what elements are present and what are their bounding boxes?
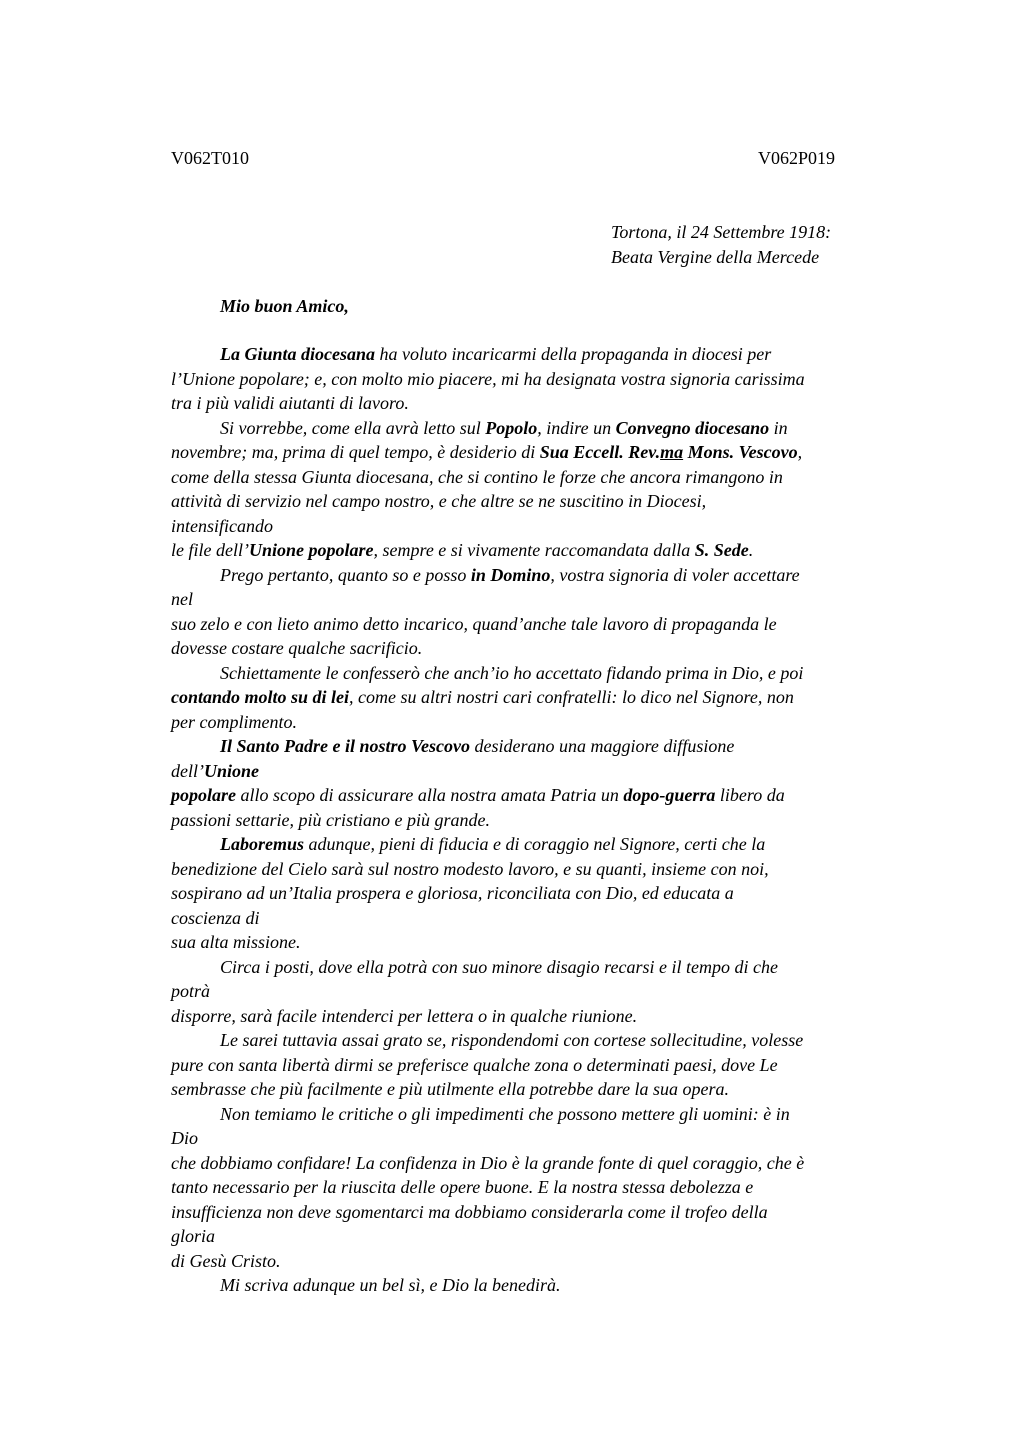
- document-code-right: V062P019: [758, 148, 836, 168]
- bold-text: in Domino: [470, 564, 551, 585]
- line-text: che dobbiamo confidare! La confidenza in Dio è la grande fonte di quel coraggio, che è: [171, 1152, 805, 1173]
- letter-line: [171, 1151, 911, 1176]
- bold-text: Convegno diocesano: [615, 417, 770, 438]
- bold-text: Unione: [204, 760, 260, 781]
- line-text: Schiettamente le confesserò che anch’io ho accettato fidando prima in Dio, e poi: [220, 662, 804, 683]
- letter-line: [171, 832, 911, 857]
- letter-line: [171, 636, 911, 661]
- line-text: Non temiamo le critiche o gli impedimenti che possono mettere gli uomini: è in: [220, 1103, 790, 1124]
- line-text: attività di servizio nel campo nostro, e che altre se ne suscitino in Diocesi,: [171, 491, 707, 511]
- underlined-text: ma: [660, 442, 684, 462]
- line-text: insufficienza non deve sgomentarci ma dobbiamo considerarla come il trofeo della: [171, 1201, 768, 1222]
- line-text: Prego pertanto, quanto so e posso: [220, 564, 471, 585]
- line-text: , come su altri nostri cari confratelli: lo dico nel Signore, non: [349, 687, 794, 707]
- line-text: , sempre e si vivamente raccomandata dalla: [373, 540, 695, 560]
- letter-line: [171, 930, 911, 955]
- date-block: [611, 220, 831, 269]
- letter-line: [171, 514, 911, 539]
- line-text: nel: [171, 589, 193, 609]
- letter-line: [171, 612, 911, 637]
- letter-line: [171, 489, 911, 514]
- letter-line: [171, 563, 911, 588]
- letter-line: [171, 661, 911, 686]
- letter-line: [171, 367, 911, 392]
- letter-line: [171, 881, 911, 906]
- line-text: per complimento.: [171, 711, 297, 732]
- line-text: sospirano ad un’Italia prospera e gloriosa, riconciliata con Dio, ed educata a: [171, 883, 734, 903]
- letter-line: [171, 1224, 911, 1249]
- letter-line: [171, 906, 911, 931]
- line-text: dell’: [171, 760, 204, 781]
- salutation: Mio buon Amico,: [220, 296, 349, 316]
- letter-line: [171, 1175, 911, 1200]
- line-text: come della stessa Giunta diocesana, che si contino le forze che ancora rimangono in: [171, 466, 783, 487]
- line-text: coscienza di: [171, 907, 260, 928]
- line-text: in: [769, 417, 788, 438]
- line-text: suo zelo e con lieto animo detto incarico, quand’anche tale lavoro di propaganda le: [171, 613, 777, 634]
- letter-line: [171, 587, 911, 612]
- letter-line: [171, 342, 911, 367]
- line-text: potrà: [171, 981, 211, 1001]
- line-text: pure con santa libertà dirmi se preferisce qualche zona o determinati paesi, dove Le: [171, 1054, 778, 1075]
- line-text: desiderano una maggiore diffusione: [470, 736, 735, 756]
- bold-text: S. Sede: [694, 540, 749, 560]
- letter-line: [171, 1053, 911, 1078]
- line-text: novembre; ma, prima di quel tempo, è desiderio di: [171, 442, 540, 462]
- letter-line: [171, 685, 911, 710]
- letter-line: [171, 416, 911, 441]
- bold-text: Il Santo Padre e il nostro Vescovo: [220, 736, 471, 756]
- letter-line: [171, 1126, 911, 1151]
- line-text: Dio: [171, 1128, 198, 1148]
- letter-line: [171, 783, 911, 808]
- line-text: .: [748, 540, 754, 560]
- line-text: l’Unione popolare; e, con molto mio piacere, mi ha designata vostra signoria carissima: [171, 368, 805, 389]
- line-text: ha voluto incaricarmi della propaganda in diocesi per: [375, 344, 772, 364]
- line-text: le file dell’: [171, 540, 249, 560]
- letter-line: [171, 734, 911, 759]
- feast-line: Beata Vergine della Mercede: [611, 246, 820, 267]
- letter-line: [171, 979, 911, 1004]
- bold-text: La Giunta diocesana: [220, 344, 376, 364]
- bold-text: Laboremus: [220, 834, 305, 854]
- line-text: tanto necessario per la riuscita delle opere buone. E la nostra stessa debolezza e: [171, 1177, 754, 1197]
- letter-line: [171, 465, 911, 490]
- line-text: , indire un: [537, 417, 616, 438]
- letter-line: [171, 1249, 911, 1274]
- line-text: disporre, sarà facile intenderci per lettera o in qualche riunione.: [171, 1005, 638, 1026]
- bold-text: Popolo: [485, 417, 538, 438]
- bold-text: Unione popolare: [248, 540, 374, 560]
- line-text: Si vorrebbe, come ella avrà letto sul: [220, 417, 486, 438]
- bold-text: [660, 442, 683, 462]
- line-text: benedizione del Cielo sarà sul nostro modesto lavoro, e su quanti, insieme con noi,: [171, 858, 769, 879]
- line-text: tra i più validi aiutanti di lavoro.: [171, 393, 409, 413]
- line-text: ,: [797, 442, 803, 462]
- letter-line: [171, 710, 911, 735]
- line-text: , vostra signoria di voler accettare: [550, 564, 800, 585]
- letter-line: [171, 440, 911, 465]
- letter-line: [171, 857, 911, 882]
- line-text: allo scopo di assicurare alla nostra amata Patria un: [236, 785, 624, 805]
- line-text: adunque, pieni di fiducia e di coraggio nel Signore, certi che la: [304, 834, 766, 854]
- line-text: dovesse costare qualche sacrificio.: [171, 638, 423, 658]
- letter-body: [171, 342, 911, 1298]
- bold-text: dopo-guerra: [623, 785, 716, 805]
- line-text: passioni settarie, più cristiano e più grande.: [171, 809, 490, 830]
- letter-line: [171, 759, 911, 784]
- letter-line: [171, 1200, 911, 1225]
- document-code-left: V062T010: [171, 148, 249, 168]
- line-text: sembrasse che più facilmente e più utilmente ella potrebbe dare la sua opera.: [171, 1079, 730, 1099]
- letter-line: [171, 1028, 911, 1053]
- line-text: intensificando: [171, 515, 273, 536]
- line-text: di Gesù Cristo.: [171, 1250, 281, 1271]
- letter-line: [171, 1102, 911, 1127]
- letter-line: [171, 955, 911, 980]
- letter-line: [171, 1273, 911, 1298]
- bold-text: Sua Eccell. Rev.: [539, 442, 661, 462]
- line-text: sua alta missione.: [171, 932, 301, 952]
- bold-text: contando molto su di lei: [171, 687, 350, 707]
- line-text: gloria: [171, 1226, 216, 1246]
- line-text: Le sarei tuttavia assai grato se, rispondendomi con cortese sollecitudine, volesse: [220, 1030, 804, 1050]
- bold-text: Mons. Vescovo: [683, 442, 798, 462]
- line-text: libero da: [715, 785, 785, 805]
- letter-line: [171, 1077, 911, 1102]
- letter-line: [171, 1004, 911, 1029]
- letter-line: [171, 808, 911, 833]
- bold-text: popolare: [171, 785, 236, 805]
- date-line: Tortona, il 24 Settembre 1918:: [611, 222, 832, 242]
- line-text: Circa i posti, dove ella potrà con suo minore disagio recarsi e il tempo di che: [220, 956, 778, 977]
- line-text: Mi scriva adunque un bel sì, e Dio la benedirà.: [220, 1275, 561, 1295]
- letter-line: [171, 538, 911, 563]
- letter-line: [171, 391, 911, 416]
